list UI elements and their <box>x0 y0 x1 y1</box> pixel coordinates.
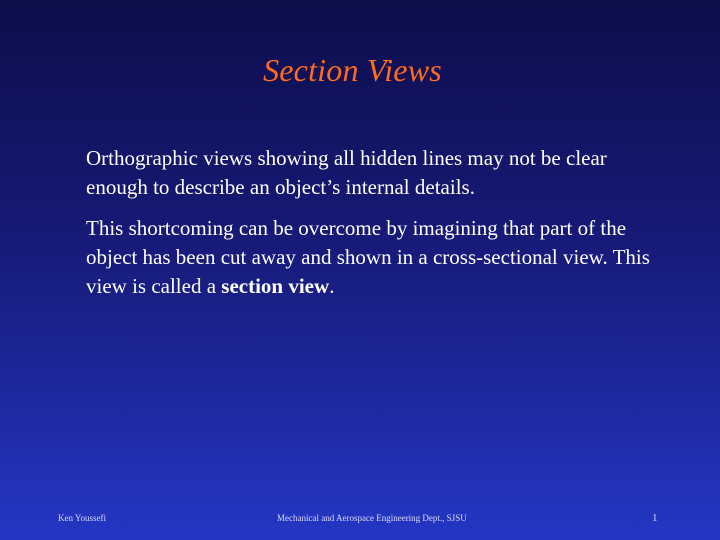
slide-title: Section Views <box>263 52 442 88</box>
section-view-term: section view <box>221 274 330 298</box>
paragraph-2-end: . <box>329 274 335 298</box>
paragraph-2-text: This shortcoming can be overcome by imagining that part of the object has been cut away and shown in a cross-sectional view. This view is called a <box>86 216 650 298</box>
paragraph-1: Orthographic views showing all hidden lines may not be clear enough to describe an object’s internal details. <box>86 146 607 199</box>
paragraph-2 <box>86 214 666 301</box>
footer-department: Mechanical and Aerospace Engineering Dept., SJSU <box>277 513 467 523</box>
slide-body <box>86 144 666 313</box>
page-number: 1 <box>652 512 658 524</box>
footer-author: Ken Youssefi <box>58 513 107 523</box>
